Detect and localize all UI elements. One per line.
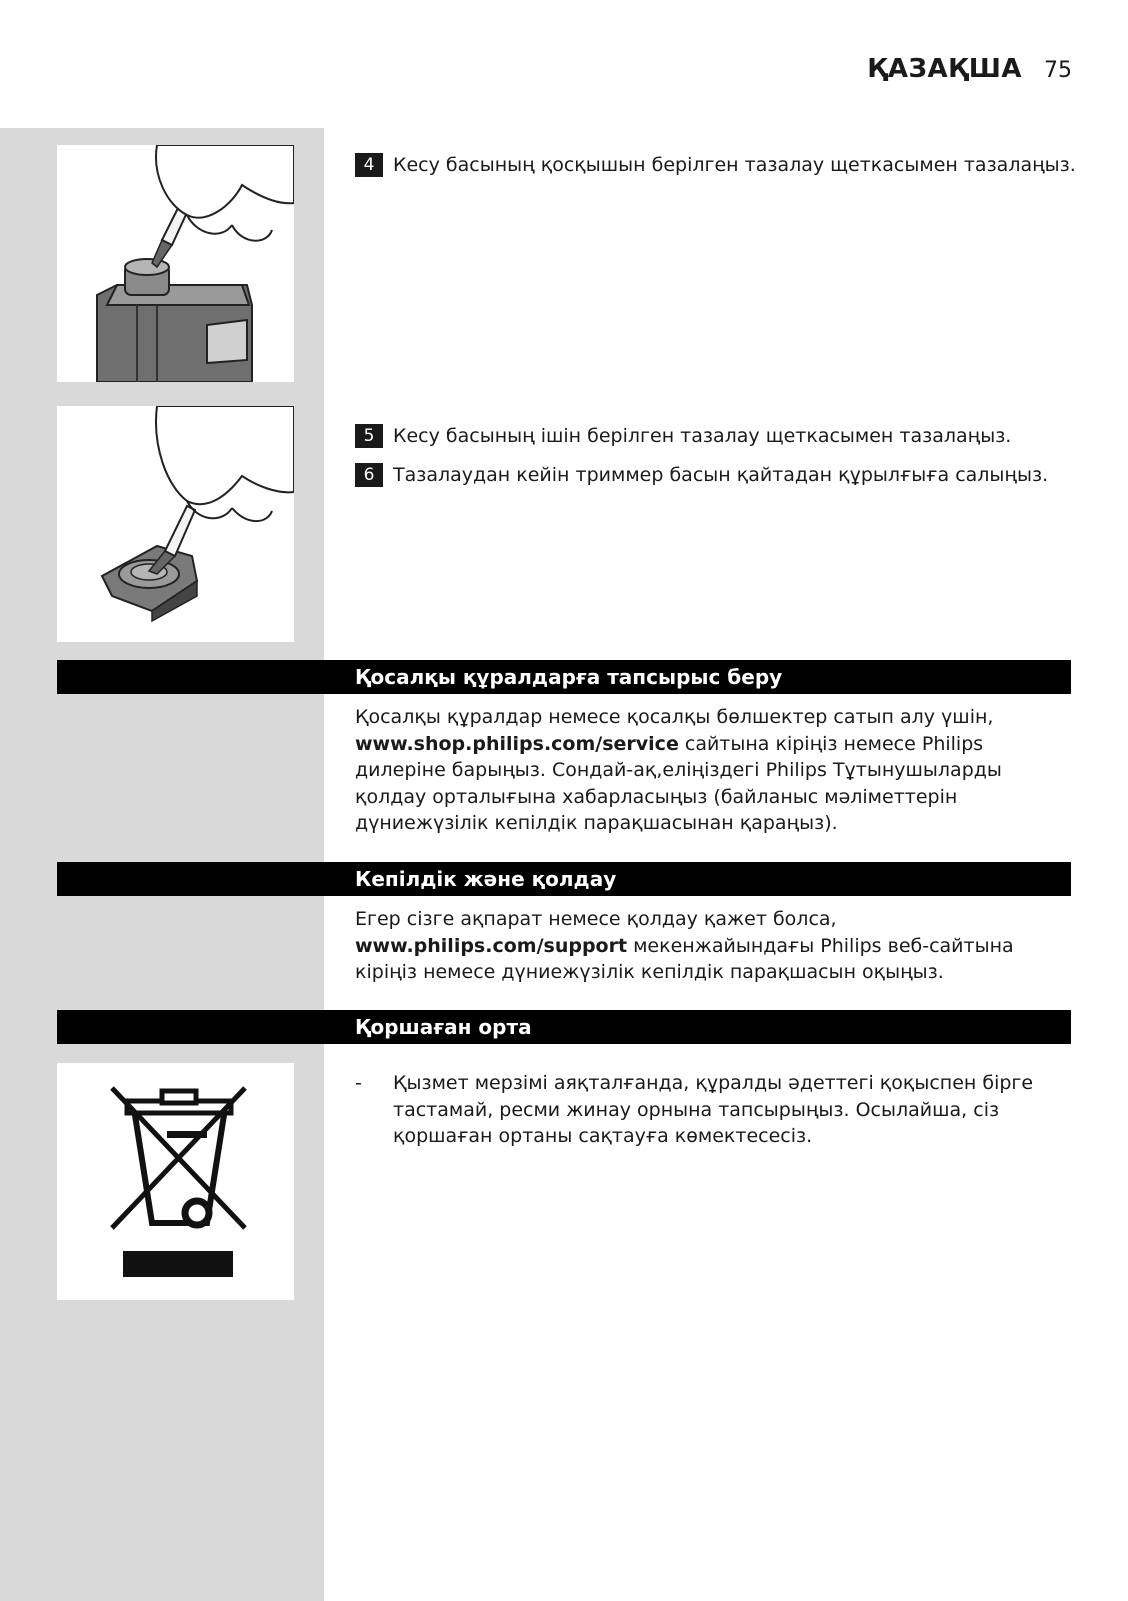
step-6 <box>355 463 1048 487</box>
environment-bullet <box>355 1070 1075 1150</box>
language-title: ҚАЗАҚША <box>867 54 1022 84</box>
step-text: Кесу басының қосқышын берілген тазалау щеткасымен тазалаңыз. <box>393 154 1076 176</box>
section-heading-guarantee: Кепілдік және қолдау <box>57 862 1071 896</box>
step-5 <box>355 424 1011 448</box>
guarantee-text-2: мекенжайындағы Philips веб-сайтына кіріңіз немесе дүниежүзілік кепілдік парақшасын оқыңыз. <box>355 934 1014 983</box>
step-text: Кесу басының ішін берілген тазалау щеткасымен тазалаңыз. <box>393 425 1012 447</box>
illustration-clean-switch <box>57 145 294 382</box>
step-number: 4 <box>355 153 383 177</box>
section-heading-environment: Қоршаған орта <box>57 1010 1071 1044</box>
shop-link[interactable]: www.shop.philips.com/service <box>355 732 679 755</box>
weee-recycle-bin-icon <box>57 1063 294 1300</box>
page-header <box>867 54 1072 84</box>
illustration-clean-inside <box>57 406 294 642</box>
bullet-text: Қызмет мерзімі аяқталғанда, құралды әдеттегі қоқыспен бірге тастамай, ресми жинау орнына тапсырыңыз. Осылайша, сіз қоршаған ортаны сақтауға көмектесесіз. <box>393 1072 1034 1147</box>
guarantee-text-1: Егер сізге ақпарат немесе қолдау қажет болса, <box>355 908 837 930</box>
support-link[interactable]: www.philips.com/support <box>355 934 628 957</box>
accessories-paragraph <box>355 704 1075 837</box>
step-4 <box>355 153 1076 177</box>
step-text: Тазалаудан кейін триммер басын қайтадан құрылғыға салыңыз. <box>393 464 1049 486</box>
step-number: 6 <box>355 463 383 487</box>
guarantee-paragraph <box>355 906 1075 986</box>
bullet-dash: - <box>355 1072 362 1094</box>
accessories-text-2: сайтына кіріңіз немесе Philips дилеріне барыңыз. Сондай-ақ,еліңіздегі Philips Тұтынушыларды қолдау орталығына хабарласыңыз (байланыс мәліметтерін дүниежүзілік кепілдік парақшасынан қараңыз). <box>355 732 1002 834</box>
step-number: 5 <box>355 424 383 448</box>
page-number: 75 <box>1044 58 1072 83</box>
accessories-text-1: Қосалқы құралдар немесе қосалқы бөлшектер сатып алу үшін, <box>355 706 994 728</box>
section-heading-accessories: Қосалқы құралдарға тапсырыс беру <box>57 660 1071 694</box>
